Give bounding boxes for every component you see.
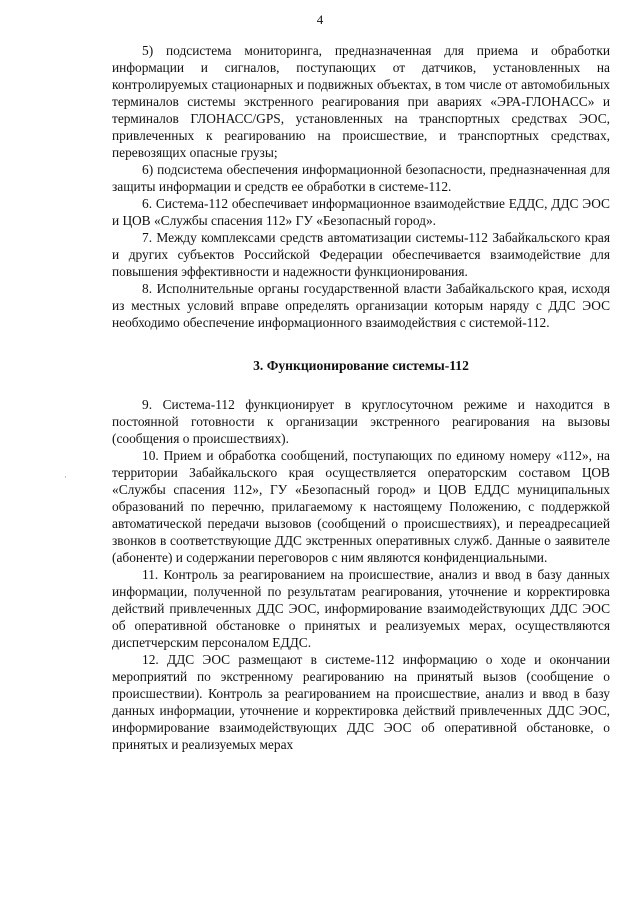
paragraph-12: 12. ДДС ЭОС размещают в системе-112 информацию о ходе и окончании мероприятий по экстренному реагированию на принятый вызов (сообщение о происшествии). Контроль за реагированием на происшествие, анализ и ввод в базу данных информации, уточнение и корректировка действий привлеченных ДДС ЭОС, информирование взаимодействующих ДДС ЭОС об оперативной обстановке, о принятых и реализуемых мерах <box>112 652 610 752</box>
paragraph-8: 8. Исполнительные органы государственной власти Забайкальского края, исходя из местных условий вправе определять организации которым наряду с ДДС ЭОС необходимо обеспечение информационного взаимодействия с системой-112. <box>112 281 610 330</box>
paragraph-9: 9. Система-112 функционирует в круглосуточном режиме и находится в постоянной готовности к организации экстренного реагирования на вызовы (сообщения о происшествиях). <box>112 397 610 446</box>
page-number: 4 <box>316 12 324 27</box>
margin-mark: · <box>64 472 67 482</box>
document-body <box>112 42 610 753</box>
paragraph-7: 7. Между комплексами средств автоматизации системы-112 Забайкальского края и других субъектов Российской Федерации обеспечивается взаимодействие для повышения эффективности и надежности функционирования. <box>112 230 610 279</box>
paragraph-10: 10. Прием и обработка сообщений, поступающих по единому номеру «112», на территории Забайкальского края осуществляется операторским составом ЦОВ «Службы спасения 112», ГУ «Безопасный город» и ЦОВ ЕДДС муниципальных образований по перечню, прилагаемому к настоящему Положению, с поддержкой автоматической передачи вызовов (сообщений о происшествиях), и переадресацией звонков в соответствующие ДДС экстренных оперативных служб. Данные о заявителе (абоненте) и содержании переговоров с ним являются конфиденциальными. <box>112 448 610 565</box>
paragraph-subsystem-security: 6) подсистема обеспечения информационной безопасности, предназначенная для защиты информации и средств ее обработки в системе-112. <box>112 162 610 194</box>
paragraph-11: 11. Контроль за реагированием на происшествие, анализ и ввод в базу данных информации, полученной по результатам реагирования, уточнение и корректировка действий привлеченных ДДС ЭОС, информирование взаимодействующих ДДС ЭОС об оперативной обстановке о принятых и реализуемых мерах, осуществляются диспетчерским персоналом ЕДДС. <box>112 567 610 650</box>
section-heading: 3. Функционирование системы-112 <box>253 358 469 373</box>
paragraph-subsystem-monitoring: 5) подсистема мониторинга, предназначенная для приема и обработки информации и сигналов, поступающих от датчиков, установленных на контролируемых стационарных и подвижных объектах, в том числе от автомобильных терминалов системы экстренного реагирования при авариях «ЭРА-ГЛОНАСС» и терминалов ГЛОНАСС/GPS, установленных на транспортных средствах ЭОС, привлеченных к реагированию на происшествие, и транспортных средствах, перевозящих опасные грузы; <box>112 43 610 160</box>
paragraph-6: 6. Система-112 обеспечивает информационное взаимодействие ЕДДС, ДДС ЭОС и ЦОВ «Службы спасения 112» ГУ «Безопасный город». <box>112 196 610 228</box>
